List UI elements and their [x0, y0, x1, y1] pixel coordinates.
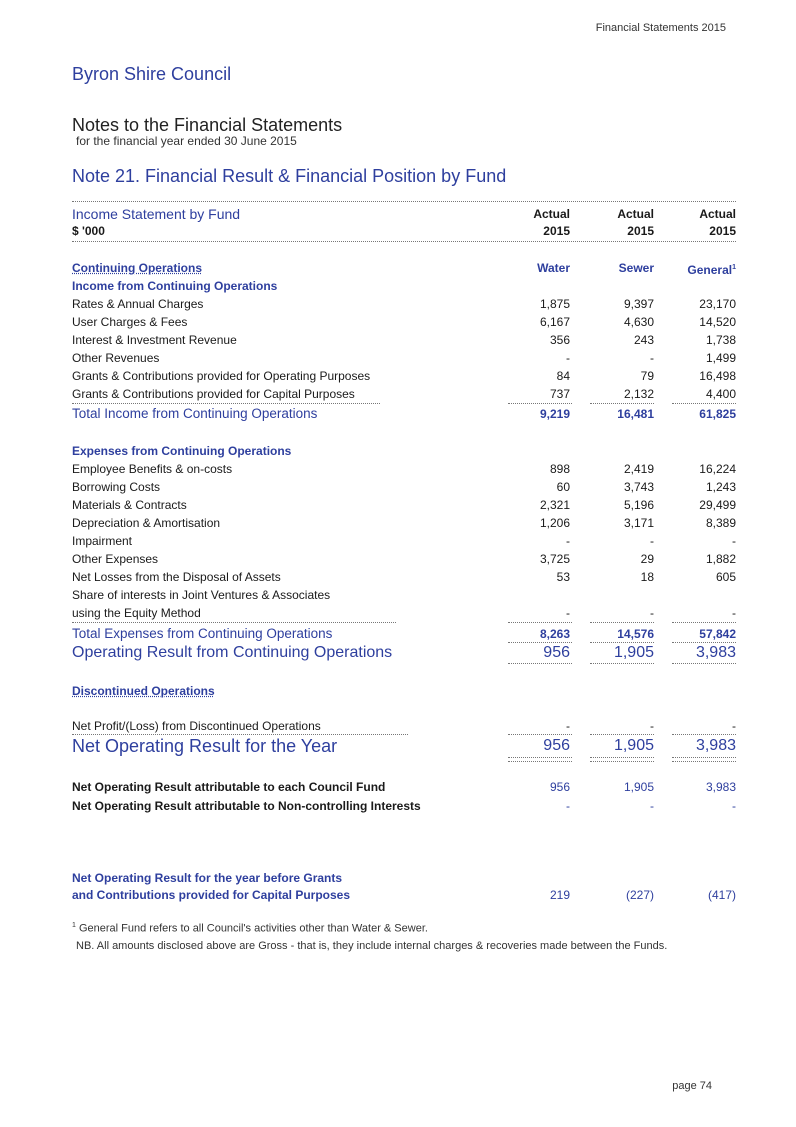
table-row [72, 385, 736, 403]
rule [590, 663, 654, 664]
value-general: 8,389 [705, 516, 736, 530]
table-row [72, 460, 736, 478]
value-general: 16,224 [699, 462, 736, 476]
note-title: Note 21. Financial Result & Financial Position by Fund [72, 166, 507, 186]
row-label: Materials & Contracts [72, 498, 187, 512]
value-general: 61,825 [699, 407, 736, 421]
fund-header-row [72, 259, 736, 277]
row-label: Share of interests in Joint Ventures & Associates [72, 588, 331, 602]
row-label: and Contributions provided for Capital Purposes [72, 888, 351, 902]
before-grants-row-1 [72, 869, 736, 887]
fund-water: Water [537, 261, 570, 275]
value-water: 53 [556, 570, 570, 584]
row-label: Grants & Contributions provided for Capital Purposes [72, 387, 355, 401]
rule [72, 403, 380, 404]
col-year-general: 2015 [709, 224, 736, 238]
attrib-nci-row [72, 797, 736, 815]
value-sewer: 2,419 [623, 462, 654, 476]
page-number: page 74 [672, 1080, 712, 1092]
double-rule [590, 757, 654, 762]
value-water: 898 [549, 462, 570, 476]
notes-title: Notes to the Financial Statements [72, 115, 343, 135]
value-water: - [566, 351, 570, 365]
double-rule [672, 757, 736, 762]
row-label: Total Expenses from Continuing Operations [72, 626, 333, 641]
row-label: Borrowing Costs [72, 480, 161, 494]
value-sewer: 2,132 [623, 387, 654, 401]
value-sewer: 9,397 [623, 297, 654, 311]
rule [508, 622, 572, 623]
value-general: - [732, 719, 736, 733]
income-heading-row [72, 277, 736, 295]
value-sewer: 18 [640, 570, 654, 584]
expense-total-row [72, 625, 736, 643]
value-general: 14,520 [699, 315, 736, 329]
value-water: 6,167 [539, 315, 570, 329]
table-header-row-2 [72, 222, 736, 240]
value-general: 1,499 [705, 351, 736, 365]
table-heading: Income Statement by Fund [72, 206, 241, 222]
value-sewer: 3,171 [623, 516, 654, 530]
row-label: Employee Benefits & on-costs [72, 462, 233, 476]
value-water: 8,263 [539, 627, 570, 641]
table-row [72, 496, 736, 514]
value-sewer: 243 [633, 333, 654, 347]
row-label: Total Income from Continuing Operations [72, 406, 318, 421]
value-water: 956 [543, 737, 570, 754]
value-general: - [732, 799, 736, 813]
value-general: 605 [715, 570, 736, 584]
value-water: 3,725 [539, 552, 570, 566]
value-water: - [566, 606, 570, 620]
table-row [72, 586, 736, 604]
row-label: Net Profit/(Loss) from Discontinued Operations [72, 719, 321, 733]
rule [72, 622, 396, 623]
col-year-sewer: 2015 [627, 224, 654, 238]
footnote-text: General Fund refers to all Council's activities other than Water & Sewer. [78, 922, 428, 935]
value-water: 1,875 [539, 297, 570, 311]
row-label: Grants & Contributions provided for Operating Purposes [72, 369, 371, 383]
footnote-nb: NB. All amounts disclosed above are Gross - that is, they include internal charges & recoveries made between the Funds. [76, 940, 668, 952]
row-label: Net Operating Result attributable to each Council Fund [72, 780, 386, 794]
row-label: Other Expenses [72, 552, 159, 566]
value-sewer: 29 [640, 552, 654, 566]
table-unit: $ '000 [72, 224, 105, 238]
value-general: 3,983 [705, 780, 736, 794]
value-general: (417) [707, 888, 736, 902]
footnote-1 [72, 922, 428, 935]
value-water: - [566, 534, 570, 548]
attrib-fund-row [72, 778, 736, 796]
value-general: 3,983 [695, 644, 736, 661]
table-row [72, 550, 736, 568]
row-label: Net Operating Result attributable to Non-controlling Interests [72, 799, 421, 813]
expense-heading: Expenses from Continuing Operations [72, 444, 292, 458]
col-actual-general: Actual [699, 207, 736, 221]
col-actual-sewer: Actual [617, 207, 654, 221]
table-top-rule [72, 201, 736, 202]
rule [590, 403, 654, 404]
value-sewer: 3,743 [623, 480, 654, 494]
value-water: 956 [549, 780, 570, 794]
row-label: using the Equity Method [72, 606, 201, 620]
value-water: - [566, 799, 570, 813]
value-general: 1,882 [705, 552, 736, 566]
value-water: 737 [549, 387, 570, 401]
col-year-water: 2015 [543, 224, 570, 238]
value-general: 1,243 [705, 480, 736, 494]
table-row [72, 313, 736, 331]
value-general: 3,983 [695, 737, 736, 754]
value-sewer: 4,630 [623, 315, 654, 329]
value-water: 956 [543, 644, 570, 661]
council-name: Byron Shire Council [72, 64, 232, 84]
fund-general: General$^1$ [687, 263, 736, 277]
row-label: Operating Result from Continuing Operations [72, 644, 393, 661]
value-water: 60 [556, 480, 570, 494]
value-sewer: - [650, 534, 654, 548]
value-sewer: 1,905 [623, 780, 654, 794]
table-header-row-1 [72, 205, 736, 223]
value-sewer: 5,196 [623, 498, 654, 512]
notes-subtitle: for the financial year ended 30 June 2015 [76, 134, 297, 148]
discontinued-heading-row [72, 682, 736, 700]
value-water: 356 [549, 333, 570, 347]
income-heading: Income from Continuing Operations [72, 279, 278, 293]
expense-heading-row [72, 442, 736, 460]
row-label: Net Losses from the Disposal of Assets [72, 570, 281, 584]
value-sewer: (227) [625, 888, 654, 902]
value-general: 1,738 [705, 333, 736, 347]
table-row [72, 532, 736, 550]
value-water: 9,219 [539, 407, 570, 421]
table-row [72, 568, 736, 586]
value-water: 1,206 [539, 516, 570, 530]
value-general: 57,842 [699, 627, 736, 641]
table-row [72, 349, 736, 367]
value-sewer: 14,576 [617, 627, 654, 641]
row-label: Rates & Annual Charges [72, 297, 204, 311]
table-row [72, 717, 736, 735]
value-sewer: - [650, 799, 654, 813]
row-label: User Charges & Fees [72, 315, 188, 329]
rule [508, 663, 572, 664]
rule [672, 622, 736, 623]
value-general: 4,400 [705, 387, 736, 401]
value-water: 84 [556, 369, 570, 383]
rule [590, 622, 654, 623]
before-grants-row-2 [72, 886, 736, 904]
net-result-row [72, 734, 736, 758]
rule [672, 663, 736, 664]
table-row [72, 331, 736, 349]
footnote-ref: 1 [732, 264, 736, 271]
operating-result-row [72, 642, 736, 664]
value-sewer: 79 [640, 369, 654, 383]
row-label: Depreciation & Amortisation [72, 516, 221, 530]
value-sewer: 1,905 [613, 644, 654, 661]
value-sewer: 16,481 [617, 407, 654, 421]
row-label: Interest & Investment Revenue [72, 333, 237, 347]
table-row [72, 295, 736, 313]
row-label: Net Operating Result for the year before Grants [72, 871, 343, 885]
value-general: 23,170 [699, 297, 736, 311]
double-rule [508, 757, 572, 762]
rule [508, 403, 572, 404]
value-sewer: - [650, 351, 654, 365]
document-title: Financial Statements 2015 [595, 22, 726, 34]
rule [672, 403, 736, 404]
income-total-row [72, 405, 736, 423]
value-water: 219 [549, 888, 570, 902]
footnote-marker: 1 [72, 922, 76, 929]
table-row [72, 367, 736, 385]
value-general: 29,499 [699, 498, 736, 512]
value-water: 2,321 [539, 498, 570, 512]
value-general: - [732, 606, 736, 620]
section-discontinued: Discontinued Operations [72, 684, 215, 698]
table-header-rule [72, 241, 736, 242]
value-general: 16,498 [699, 369, 736, 383]
row-label: Impairment [72, 534, 133, 548]
value-sewer: 1,905 [613, 737, 654, 754]
table-row [72, 478, 736, 496]
row-label: Other Revenues [72, 351, 160, 365]
table-row [72, 604, 736, 622]
value-water: - [566, 719, 570, 733]
fund-sewer: Sewer [618, 261, 654, 275]
col-actual-water: Actual [533, 207, 570, 221]
section-continuing: Continuing Operations [72, 261, 202, 275]
table-row [72, 514, 736, 532]
value-general: - [732, 534, 736, 548]
value-sewer: - [650, 719, 654, 733]
value-sewer: - [650, 606, 654, 620]
row-label: Net Operating Result for the Year [72, 736, 338, 756]
